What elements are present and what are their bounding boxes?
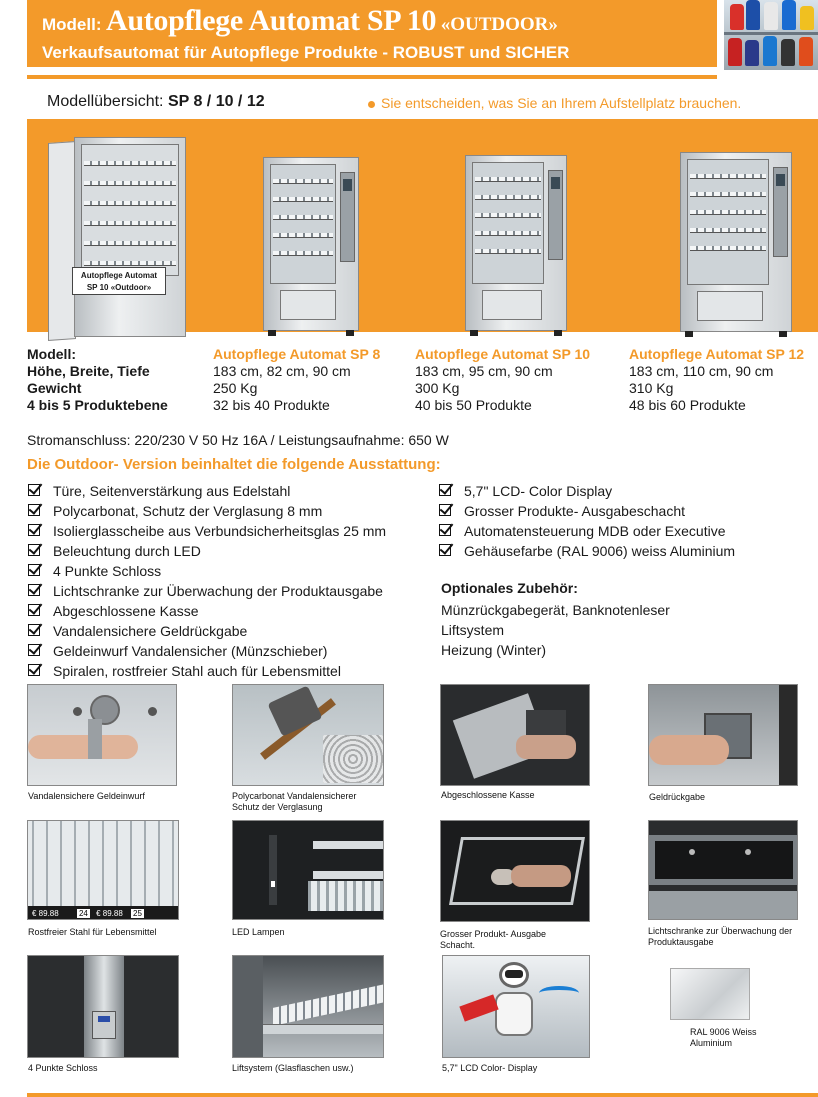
photo-caption: Vandalensichere Geldeinwurf (28, 791, 145, 801)
checkmark-icon (28, 564, 40, 576)
checkmark-icon (28, 504, 40, 516)
photo-caption: 5,7" LCD Color- Display (442, 1063, 538, 1073)
checkmark-icon (439, 524, 451, 536)
bullet-icon (368, 101, 375, 108)
vending-machine-sp12 (680, 152, 792, 332)
photo-caption: Abgeschlossene Kasse (441, 790, 535, 800)
feature-item: Geldeinwurf Vandalensicher (Münzschieber) (27, 641, 386, 661)
footer-divider (27, 1093, 818, 1097)
photo-caption: LED Lampen (232, 927, 285, 937)
features-right (438, 481, 735, 561)
spec-sp12: Autopflege Automat SP 12 183 cm, 110 cm, 90 cm 310 Kg 48 bis 60 Produkte (629, 346, 805, 413)
checkmark-icon (28, 644, 40, 656)
optional-title: Optionales Zubehör: (441, 580, 578, 596)
checkmark-icon (28, 584, 40, 596)
power-spec: Stromanschluss: 220/230 V 50 Hz 16A / Leistungsaufnahme: 650 W (27, 432, 449, 448)
checkmark-icon (28, 624, 40, 636)
page-title: Modell: Autopflege Automat SP 10 «OUTDOOR» (42, 4, 558, 37)
checkmark-icon (439, 544, 451, 556)
photo-cash-box (440, 684, 590, 786)
spec-labels: Modell: Höhe, Breite, Tiefe Gewicht 4 bis 5 Produktebene (27, 346, 168, 413)
feature-item: 4 Punkte Schloss (27, 561, 386, 581)
feature-item: Beleuchtung durch LED (27, 541, 386, 561)
feature-item: Lichtschranke zur Überwachung der Produktausgabe (27, 581, 386, 601)
tagline: Sie entscheiden, was Sie an Ihrem Aufstellplatz brauchen. (368, 95, 741, 111)
feature-item: Automatensteuerung MDB oder Executive (438, 521, 735, 541)
feature-item: Grosser Produkte- Ausgabeschacht (438, 501, 735, 521)
photo-caption: Polycarbonat Vandalensicherer Schutz der Verglasung (232, 791, 357, 812)
outdoor-features-title: Die Outdoor- Version beinhaltet die folgende Ausstattung: (27, 456, 441, 473)
feature-item: Türe, Seitenverstärkung aus Edelstahl (27, 481, 386, 501)
vending-machine-sp10 (465, 155, 567, 331)
photo-delivery-chute (440, 820, 590, 922)
car-care-products-photo (724, 0, 818, 70)
checkmark-icon (28, 604, 40, 616)
photo-four-point-lock (27, 955, 179, 1058)
photo-lcd-display (442, 955, 590, 1058)
checkmark-icon (439, 484, 451, 496)
optional-item: Heizung (Winter) (441, 642, 547, 658)
header-divider (27, 75, 717, 79)
feature-item: 5,7" LCD- Color Display (438, 481, 735, 501)
optional-item: Münzrückgabegerät, Banknotenleser (441, 602, 670, 618)
feature-item: Spiralen, rostfreier Stahl auch für Lebensmittel (27, 661, 386, 681)
photo-light-barrier (648, 820, 798, 920)
photo-caption: RAL 9006 Weiss Aluminium (690, 1027, 757, 1048)
feature-item: Isolierglasscheibe aus Verbundsicherheitsglas 25 mm (27, 521, 386, 541)
checkmark-icon (439, 504, 451, 516)
spec-sp8: Autopflege Automat SP 8 183 cm, 82 cm, 90 cm 250 Kg 32 bis 40 Produkte (213, 346, 381, 413)
features-left (27, 481, 386, 681)
feature-item: Gehäusefarbe (RAL 9006) weiss Aluminium (438, 541, 735, 561)
vending-machine-open (74, 137, 186, 337)
model-overview: Modellübersicht: SP 8 / 10 / 12 (47, 93, 265, 110)
photo-coin-slot (27, 684, 177, 786)
checkmark-icon (28, 544, 40, 556)
photo-lift-system (232, 955, 384, 1058)
optional-list (441, 600, 670, 660)
photo-caption: Lichtschranke zur Überwachung der Produktausgabe (648, 926, 793, 947)
feature-item: Polycarbonat, Schutz der Verglasung 8 mm (27, 501, 386, 521)
checkmark-icon (28, 524, 40, 536)
machine-label: Autopflege Automat SP 10 «Outdoor» (72, 267, 166, 295)
feature-item: Abgeschlossene Kasse (27, 601, 386, 621)
spec-sp10: Autopflege Automat SP 10 183 cm, 95 cm, 90 cm 300 Kg 40 bis 50 Produkte (415, 346, 591, 413)
page-subtitle: Verkaufsautomat für Autopflege Produkte - ROBUST und SICHER (42, 43, 570, 62)
photo-caption: 4 Punkte Schloss (28, 1063, 98, 1073)
photo-caption: Liftsystem (Glasflaschen usw.) (232, 1063, 354, 1073)
photo-coin-return (648, 684, 798, 786)
photo-caption: Geldrückgabe (649, 792, 706, 802)
checkmark-icon (28, 484, 40, 496)
photo-caption: Grosser Produkt- Ausgabe Schacht. (440, 929, 547, 950)
photo-spirals: € 89.88 24 € 89.88 25 (27, 820, 179, 920)
ral-9006-swatch (670, 968, 750, 1020)
photo-caption: Rostfreier Stahl für Lebensmittel (28, 927, 157, 937)
photo-led-lamps (232, 820, 384, 920)
checkmark-icon (28, 664, 40, 676)
vending-machine-sp8 (263, 157, 359, 331)
feature-item: Vandalensichere Geldrückgabe (27, 621, 386, 641)
optional-item: Liftsystem (441, 622, 505, 638)
open-door (48, 141, 76, 341)
header-banner (27, 0, 717, 67)
photo-polycarbonate (232, 684, 384, 786)
